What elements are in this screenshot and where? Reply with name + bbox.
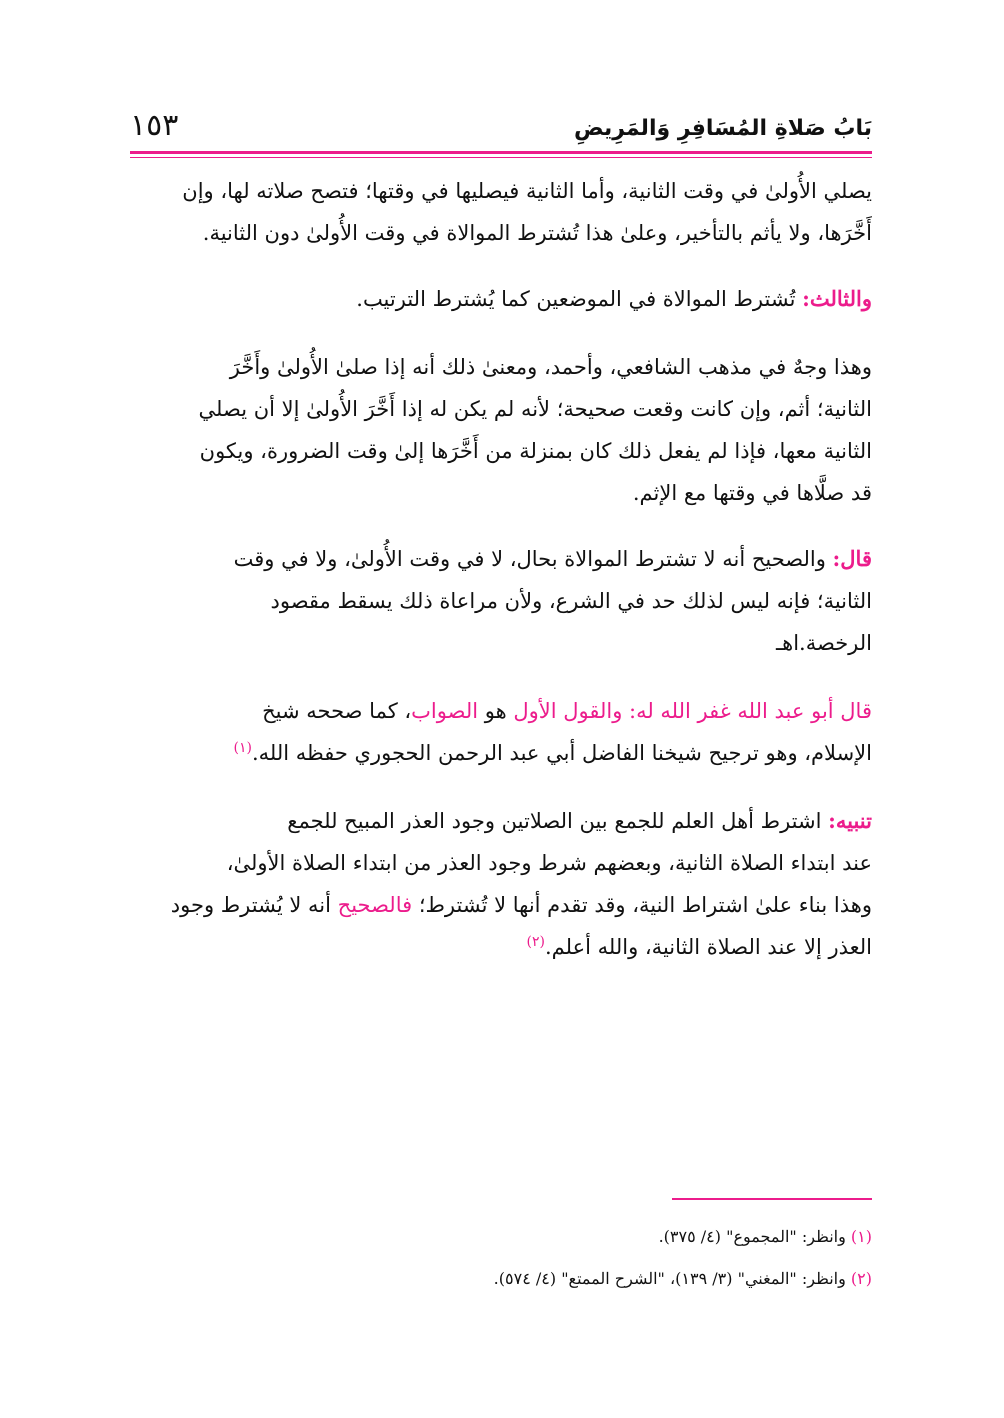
footnote-text: وانظر: "المجموع" (٤/ ٣٧٥). — [658, 1227, 851, 1246]
text-line: عند ابتداء الصلاة الثانية، وبعضهم شرط وجود العذر من ابتداء الصلاة الأولىٰ، — [226, 851, 872, 875]
text-line: الثانية؛ أثم، وإن كانت وقعت صحيحة؛ لأنه لم يكن له إذا أَخَّرَ الأُولىٰ إلا أن يصلي — [198, 397, 872, 421]
text-segment: وهذا بناء علىٰ اشتراط النية، وقد تقدم أنها لا تُشترط؛ — [412, 893, 872, 917]
text-line: أَخَّرَها، ولا يأثم بالتأخير، وعلىٰ هذا تُشترط الموالاة في وقت الأُولىٰ دون الثانية. — [202, 221, 872, 245]
footnote-text: وانظر: "المغني" (٣/ ١٣٩)، "الشرح الممتع" (٤/ ٥٧٤). — [493, 1269, 851, 1288]
paragraph-4 — [130, 538, 872, 664]
section-keyword: والثالث: — [802, 286, 872, 311]
paragraph-3 — [130, 346, 872, 514]
text-line — [130, 690, 872, 732]
page-header — [130, 108, 872, 148]
text-line: الثانية؛ فإنه ليس لذلك حد في الشرع، ولأن مراعاة ذلك يسقط مقصود — [270, 589, 872, 613]
text-line — [130, 278, 872, 320]
text-segment: والصحيح أنه لا تشترط الموالاة بحال، لا في وقت الأُولىٰ، ولا في وقت — [233, 547, 833, 571]
section-keyword: قال: — [832, 546, 872, 571]
header-rule-thick — [130, 151, 872, 154]
highlighted-word: الصواب — [411, 699, 479, 723]
paragraph-5 — [130, 690, 872, 774]
text-segment: هو — [478, 699, 514, 723]
text-line — [130, 732, 872, 774]
footnotes — [130, 1222, 872, 1306]
paragraph-2 — [130, 278, 872, 320]
highlighted-word: فالصحيح — [337, 893, 413, 917]
text-line: وهذا وجهٌ في مذهب الشافعي، وأحمد، ومعنىٰ ذلك أنه إذا صلىٰ الأُولىٰ وأَخَّرَ — [229, 355, 872, 379]
footnote-1 — [130, 1222, 872, 1264]
text-line: يصلي الأُولىٰ في وقت الثانية، وأما الثانية فيصليها في وقتها؛ فتصح صلاته لها، وإن — [182, 179, 872, 203]
text-line: الثانية معها، فإذا لم يفعل ذلك كان بمنزلة من أَخَّرَها إلىٰ وقت الضرورة، ويكون — [199, 439, 872, 463]
footnote-reference[interactable]: (١) — [233, 740, 252, 756]
footnote-2 — [130, 1264, 872, 1306]
text-segment: أنه لا يُشترط وجود — [170, 893, 338, 917]
text-line — [130, 800, 872, 842]
footnote-number: (٢) — [850, 1269, 872, 1288]
text-segment: اشترط أهل العلم للجمع بين الصلاتين وجود العذر المبيح للجمع — [287, 809, 829, 833]
text-segment: تُشترط الموالاة في الموضعين كما يُشترط الترتيب. — [356, 287, 803, 311]
footnote-reference[interactable]: (٢) — [526, 934, 545, 950]
text-line: الرخصة.اهـ — [775, 631, 872, 655]
text-line — [130, 538, 872, 580]
footnote-number: (١) — [850, 1227, 872, 1246]
paragraph-6 — [130, 800, 872, 968]
quoted-opinion: والقول الأول — [513, 699, 630, 723]
text-segment: ، كما صححه شيخ — [262, 699, 412, 723]
paragraph-1 — [130, 170, 872, 254]
footnote-separator — [672, 1198, 872, 1200]
text-line — [130, 926, 872, 968]
text-segment: العذر إلا عند الصلاة الثانية، والله أعلم. — [545, 935, 872, 959]
page-body — [130, 170, 872, 968]
page-number: ١٥٣ — [130, 108, 179, 143]
author-attribution: قال أبو عبد الله غفر الله له: — [629, 699, 872, 723]
text-line — [130, 884, 872, 926]
header-rule-thin — [130, 157, 872, 158]
text-line: قد صلَّاها في وقتها مع الإثم. — [632, 481, 872, 505]
text-segment: الإسلام، وهو ترجيح شيخنا الفاضل أبي عبد الرحمن الحجوري حفظه الله. — [251, 741, 872, 765]
chapter-title: بَابُ صَلاةِ المُسَافِرِ وَالمَرِيضِ — [573, 116, 872, 141]
section-keyword: تنبيه: — [828, 808, 872, 833]
